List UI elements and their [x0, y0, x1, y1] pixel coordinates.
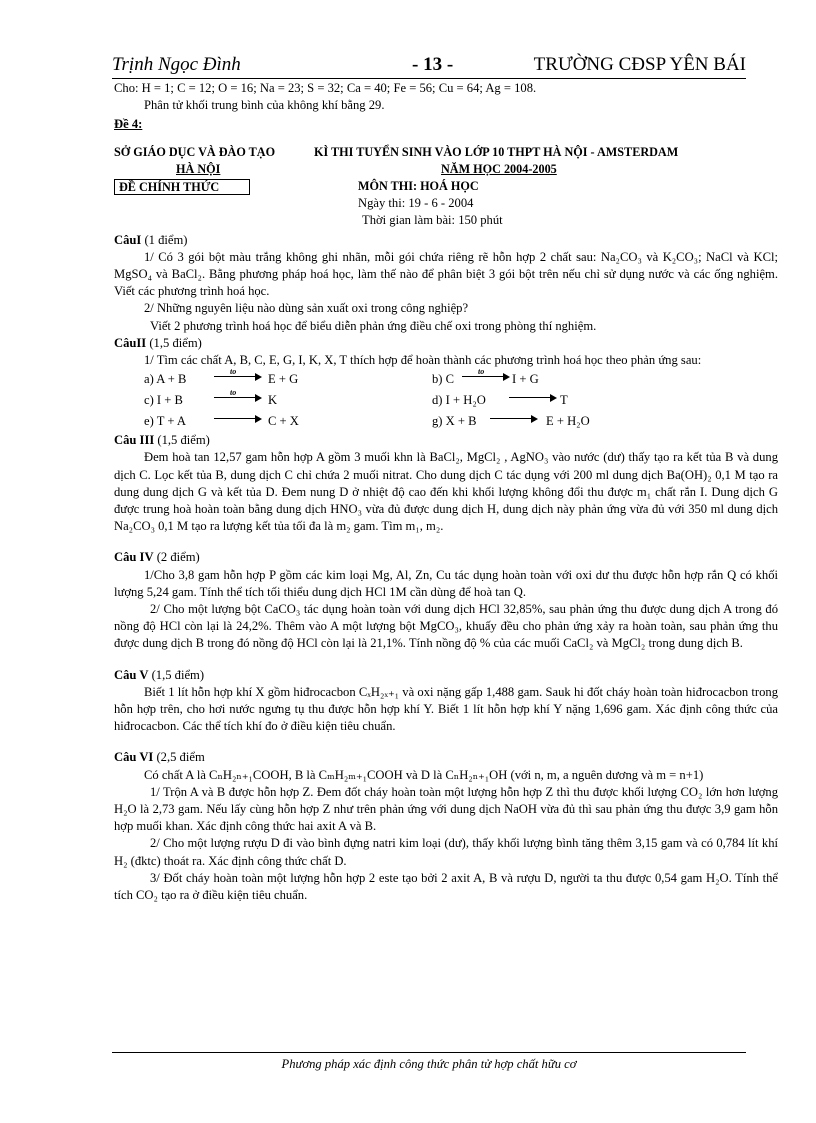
reaction-g-right: E + H₂O [546, 414, 590, 429]
exam-header-row-4 [114, 195, 778, 212]
reaction-d-right: T [560, 393, 568, 408]
q4-heading [114, 549, 778, 566]
q1-part2: 2/ Những nguyên liệu nào dùng sản xuất oxi trong công nghiệp? [144, 301, 469, 316]
exam-header-row-2 [114, 161, 778, 178]
q2-points: (1,5 điểm) [149, 335, 202, 350]
heat-arrow-icon: to [214, 392, 262, 402]
q1-points: (1 điểm) [144, 232, 188, 247]
q1-title: CâuI [114, 232, 142, 247]
reaction-a-right: E + G [268, 372, 299, 387]
q6-part2: 2/ Cho một lượng rượu D đi vào bình đựng natri kim loại (dư), thấy khối lượng bình tăng thêm 3,15 gam và có 0,784 lít khí H₂ (đktc) thoát ra. Xác định công thức chất D. [114, 836, 778, 868]
q1-heading [114, 232, 778, 249]
reaction-g-left: g) X + B [432, 414, 477, 429]
exam-header-row-3 [114, 178, 778, 195]
q6-intro: Có chất A là CₙH₂ₙ₊₁COOH, B là CₘH₂ₘ₊₁COOH và D là CₙH₂ₙ₊₁OH (với n, m, a nguên dương và m = n+1) [144, 767, 704, 782]
reaction-e-right: C + X [268, 414, 299, 429]
exam-subject: MÔN THI: HOÁ HỌC [358, 178, 479, 193]
heat-arrow-icon: to [214, 371, 262, 381]
q4-part2: 2/ Cho một lượng bột CaCO₃ tác dụng hoàn toàn với dung dịch HCl 32,85%, sau phản ứng thu được dung dịch A trong đó nồng độ HCl còn lại là 24,2%. Thêm vào A một lượng bột MgCO₃, khuấy đều cho phản ứng xảy ra hoàn toàn, sau phản ứng thu được dung dịch B trong đó nồng độ HCl còn lại là 21,1%. Tính nồng độ % của các muối CaCl₂ và MgCl₂ trong dung dịch B. [114, 602, 778, 651]
q5-points: (1,5 điểm) [151, 667, 205, 682]
q2-part1: 1/ Tìm các chất A, B, C, E, G, I, K, X, T thích hợp để hoàn thành các phương trình hoá học theo phản ứng sau: [144, 352, 702, 367]
arrow-icon [509, 392, 557, 402]
q3-title: Câu III [114, 433, 155, 448]
exam-label: Đề 4: [114, 117, 143, 132]
q6-heading [114, 749, 778, 766]
q2-title: CâuII [114, 335, 147, 350]
heat-arrow-icon: to [462, 371, 510, 381]
page-footer [112, 1052, 746, 1071]
q1-part3: Viết 2 phương trình hoá học để biểu diễn phản ứng điều chế oxi trong phòng thí nghiệm. [150, 318, 597, 333]
q3-part1: Đem hoà tan 12,57 gam hỗn hợp A gồm 3 muối khn là BaCl₂, MgCl₂ , AgNO₃ vào nước (dư) thấy tạo ra kết tủa B và dung dịch C. Lọc kết tủa B, dung dịch C chỉ chứa 2 muối nitrat. Cho dung dịch C tác dụng với 200 ml dung dịch Ba(OH)₂ 0,1 M tạo ra dung dung dịch G và kết tủa D. Đem nung D ở nhiệt độ cao đến khi khối lượng không đổi thu được m₁ chất rắn I. Dung dịch G được trung hoà hoàn toàn bằng dung dịch HNO₃ vừa đủ được dung dịch H, dung dịch này phản ứng vừa đủ với 350 ml dung dịch Na₂CO₃ 0,1 M tạo ra lượng kết tủa tối đa là m₂ gam. Tìm m₁, m₂. [114, 450, 778, 534]
reaction-row-1 [114, 369, 778, 390]
q6-part1: 1/ Trộn A và B được hỗn hợp Z. Đem đốt cháy hoàn toàn một lượng hỗn hợp Z thì thu được khối lượng CO₂ lớn hơn lượng H₂O là 2,73 gam. Nếu lấy cùng hỗn hợp Z như trên phản ứng với dung dịch NaOH vừa đủ thì sau phản ứng thu được 3,9 gam hỗn hợp muối khan. Xác định công thức hai axit A và B. [114, 784, 778, 834]
author-name: Trịnh Ngọc Đình [112, 54, 241, 75]
page-header [112, 54, 746, 79]
dept-name: SỞ GIÁO DỤC VÀ ĐÀO TẠO [114, 144, 276, 159]
page-number: - 13 - [412, 54, 454, 75]
arrow-icon [214, 413, 262, 423]
document-body [114, 80, 778, 904]
exam-title: KÌ THI TUYỂN SINH VÀO LỚP 10 THPT HÀ NỘI - AMSTERDAM [314, 144, 679, 159]
air-mass-note: Phân tử khối trung bình của không khí bằng 29. [144, 98, 385, 113]
q3-heading [114, 432, 778, 449]
q6-title: Câu VI [114, 750, 154, 765]
reaction-a-left: a) A + B [144, 372, 187, 387]
school-name: TRƯỜNG CĐSP YÊN BÁI [533, 54, 746, 75]
exam-duration: Thời gian làm bài: 150 phút [362, 213, 503, 228]
q4-part1: 1/Cho 3,8 gam hỗn hợp P gồm các kim loại Mg, Al, Zn, Cu tác dụng hoàn toàn với oxi dư thu được hỗn hợp rắn Q có khối lượng 5,24 gam. Tính thể tích tối thiểu dung dịch HCl 1M cần dùng để hoà tan Q. [114, 567, 778, 599]
reaction-e-left: e) T + A [144, 414, 186, 429]
exam-header-row-1 [114, 144, 778, 161]
reaction-row-2 [114, 390, 778, 411]
reaction-row-3 [114, 411, 778, 432]
reaction-d-left: d) I + H₂O [432, 393, 486, 408]
exam-date: Ngày thi: 19 - 6 - 2004 [358, 196, 474, 211]
q6-part3: 3/ Đốt cháy hoàn toàn một lượng hỗn hợp 2 este tạo bởi 2 axit A, B và rượu D, người ta thu được 0,54 gam H₂O. Tính thể tích CO₂ tạo ra ở điều kiện tiêu chuẩn. [114, 870, 778, 903]
q4-title: Câu IV [114, 550, 154, 565]
reaction-c-left: c) I + B [144, 393, 183, 408]
official-badge: ĐỀ CHÍNH THỨC [114, 179, 250, 195]
exam-header-row-5 [114, 212, 778, 229]
footer-text: Phương pháp xác định công thức phân tử hợp chất hữu cơ [281, 1057, 577, 1071]
reaction-b-right: I + G [512, 372, 539, 387]
q5-title: Câu V [114, 667, 149, 682]
atomic-masses: Cho: H = 1; C = 12; O = 16; Na = 23; S = 32; Ca = 40; Fe = 56; Cu = 64; Ag = 108. [114, 81, 537, 95]
q3-points: (1,5 điểm) [157, 433, 210, 448]
q2-heading [114, 335, 778, 352]
q5-heading [114, 667, 778, 684]
q6-points: (2,5 điểm [156, 750, 205, 765]
reaction-b-left: b) C [432, 372, 455, 387]
reaction-c-right: K [268, 393, 278, 408]
q1-part1: 1/ Có 3 gói bột màu trắng không ghi nhãn, mỗi gói chứa riêng rẽ hỗn hợp 2 chất sau: Na₂CO₃ và K₂CO₃; NaCl và KCl; MgSO₄ và BaCl₂. Bằng phương pháp hoá học, làm thế nào để phân biệt 3 gói bột trên nếu chỉ sử dụng nước và các ống nghiệm. Viết các phương trình hoá học. [114, 249, 778, 299]
school-year: NĂM HỌC 2004-2005 [441, 161, 557, 176]
q4-points: (2 điểm) [156, 550, 200, 565]
dept-city: HÀ NỘI [176, 161, 221, 176]
q5-part1: Biết 1 lít hỗn hợp khí X gồm hiđrocacbon CₓH₂ₓ₊₁ và oxi nặng gấp 1,488 gam. Sauk hi đốt cháy hoàn toàn hiđrocacbon trong hỗn hợp trên, cho hơi nước ngưng tụ thu được hỗn hợp khí Y. Biết 1 lít hỗn hợp khí Y nặng 1,696 gam. Xác định công thức của hiđrocacbon. Các thể tích khí đo ở điều kiện tiêu chuẩn. [114, 684, 778, 734]
arrow-icon [490, 413, 538, 423]
